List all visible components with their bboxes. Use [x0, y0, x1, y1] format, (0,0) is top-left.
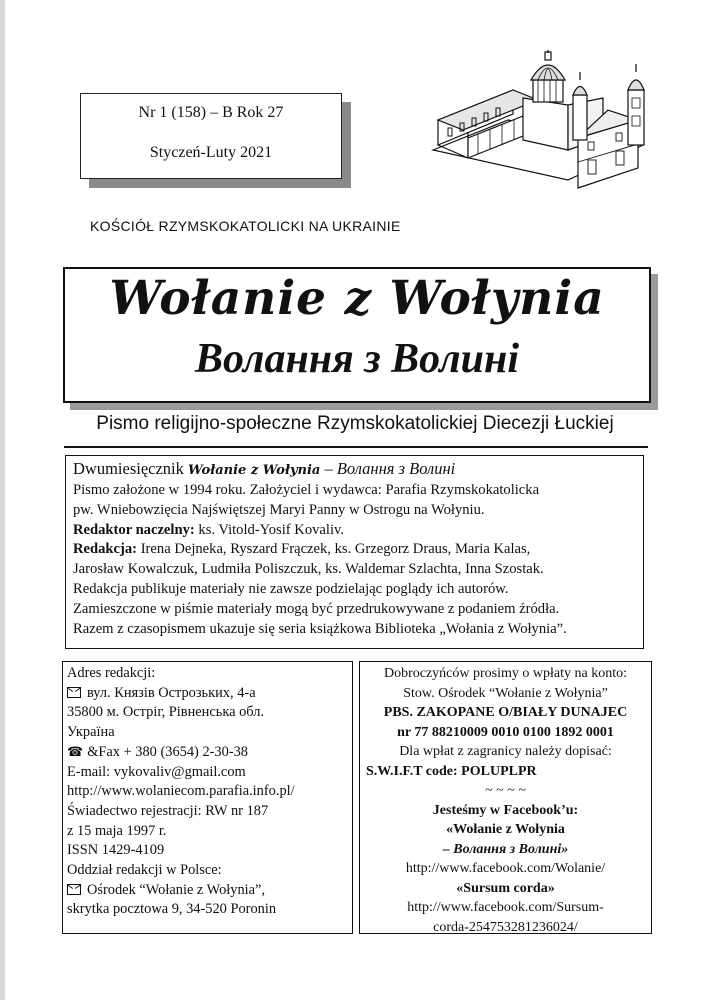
staff-label: Redakcja: [73, 541, 138, 558]
title-ukrainian: Волання з Волині [194, 336, 520, 382]
address-phone-line [67, 743, 352, 763]
facebook-url-1[interactable]: http://www.facebook.com/Wolanie/ [405, 861, 606, 876]
issue-box [80, 93, 342, 179]
registration-line-2: z 15 maja 1997 r. [67, 822, 167, 839]
founded-line-2: pw. Wniebowzięcia Najświętszej Maryi Panny w Ostrogu na Wołyniu. [73, 501, 485, 518]
account-number: nr 77 88210009 0010 0100 1892 0001 [397, 724, 614, 740]
facebook-name-ua: – Волання з Волині» [442, 841, 569, 857]
staff-value: Irena Dejneka, Ryszard Frączek, ks. Grzegorz Draus, Maria Kalas, [137, 541, 531, 558]
address-email: E-mail: vykovaliv@gmail.com [67, 763, 246, 780]
swift-code: S.W.I.F.T code: POLUPLPR [366, 763, 537, 779]
address-street-line [67, 684, 352, 704]
info-heading [73, 458, 643, 481]
envelope-icon [67, 884, 81, 895]
editor-label: Redaktor naczelny: [73, 521, 195, 538]
poland-office: Ośrodek “Wołanie z Wołynia”, [87, 881, 266, 898]
note-line-1: Redakcja publikuje materiały nie zawsze podzielając poglądy ich autorów. [73, 580, 509, 597]
info-brand: Wołanie z Wołynia [188, 463, 321, 478]
note-line-3: Razem z czasopismem ukazuje się seria książkowa Biblioteka „Wołania z Wołynia”. [73, 620, 567, 637]
address-heading: Adres redakcji: [67, 665, 156, 681]
address-box [62, 661, 353, 934]
foreign-note: Dla wpłat z zagranicy należy dopisać: [399, 744, 612, 759]
page-edge [0, 0, 5, 1000]
bank-name: PBS. ZAKOPANE O/BIAŁY DUNAJEC [383, 705, 628, 720]
title-polish: Wołanie z Wołynia [109, 271, 605, 326]
registration-line-1: Świadectwo rejestracji: RW nr 187 [67, 802, 269, 819]
issn: ISSN 1429-4109 [67, 842, 165, 859]
separator: ~ ~ ~ ~ [485, 783, 526, 798]
sursum-corda: «Sursum corda» [456, 880, 555, 896]
poland-line-2: skrytka pocztowa 9, 34-520 Poronin [67, 901, 277, 918]
poland-heading: Oddział redakcji w Polsce: [67, 862, 222, 879]
donations-intro: Dobroczyńców prosimy o wpłaty na konto: [383, 666, 627, 681]
address-country: Україна [67, 724, 115, 741]
account-holder: Stow. Ośrodek “Wołanie z Wołynia” [403, 685, 608, 701]
envelope-icon [67, 687, 81, 698]
address-street: вул. Князів Острозьких, 4-а [87, 684, 256, 701]
issue-date: Styczeń-Luty 2021 [149, 144, 273, 161]
issue-number: Nr 1 (158) – B Rok 27 [138, 104, 284, 121]
divider [64, 446, 648, 448]
masthead [63, 267, 651, 403]
organization-label: KOŚCIÓŁ RZYMSKOKATOLICKI NA UKRAINIE [90, 218, 401, 234]
facebook-url-2a[interactable]: http://www.facebook.com/Sursum- [407, 900, 604, 915]
facebook-url-2b[interactable]: corda-254753281236024/ [433, 919, 578, 935]
staff-line-1 [73, 540, 643, 560]
telephone-icon: ☎ [67, 744, 84, 760]
publication-info [65, 455, 644, 649]
staff-line-2: Jarosław Kowalczuk, Ludmiła Poliszczuk, ks. Waldemar Szlachta, Inna Szostak. [73, 561, 544, 578]
church-drawing [428, 50, 668, 210]
address-phone: &Fax + 380 (3654) 2-30-38 [87, 743, 249, 760]
info-label: Dwumiesięcznik [73, 459, 184, 478]
address-website[interactable]: http://www.wolaniecom.parafia.info.pl/ [67, 783, 295, 800]
founded-line-1: Pismo założone w 1994 roku. Założyciel i wydawca: Parafia Rzymskokatolicka [73, 482, 540, 498]
poland-line-1 [67, 881, 352, 901]
donations-box [359, 661, 652, 934]
info-brand-ua: – Волання з Волині [324, 459, 456, 478]
facebook-name-pl: «Wołanie z Wołynia [446, 822, 565, 837]
address-city: 35800 м. Острiг, Рiвненська обл. [67, 704, 265, 721]
editor-line [73, 521, 643, 541]
facebook-heading: Jesteśmy w Facebook’u: [432, 802, 579, 818]
subtitle: Pismo religijno-społeczne Rzymskokatolickiej Diecezji Łuckiej [96, 413, 614, 434]
editor-value: ks. Vitold-Yosif Kovaliv. [194, 521, 345, 538]
note-line-2: Zamieszczone w piśmie materiały mogą być przedrukowywane z podaniem źródła. [73, 600, 560, 617]
